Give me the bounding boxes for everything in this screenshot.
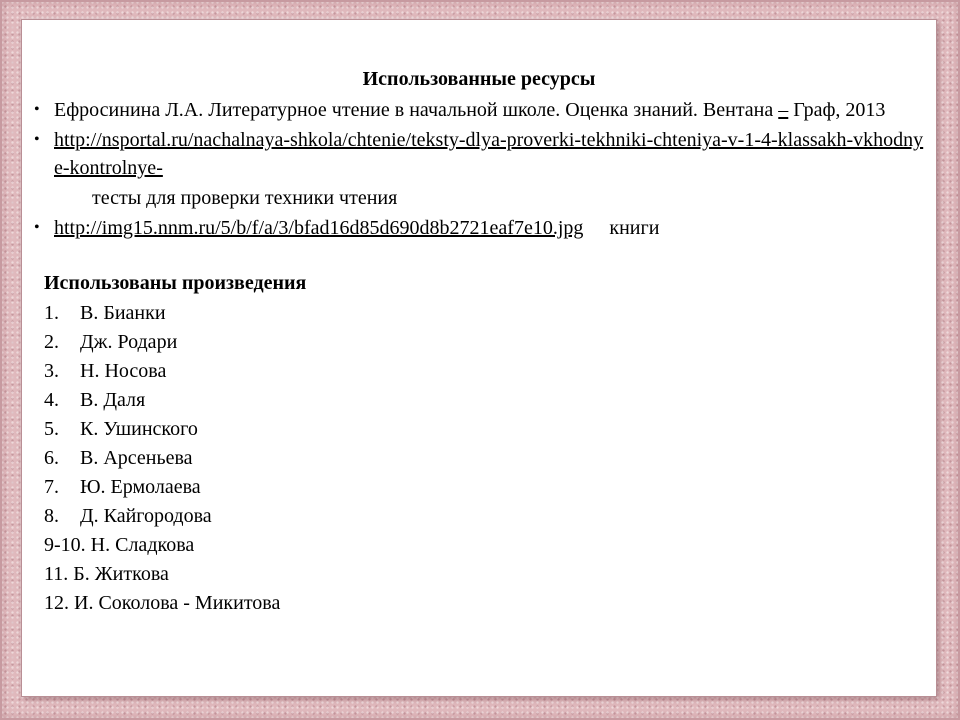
item-number: 9-10. [44,534,86,556]
item-number: 4. [44,389,59,411]
resource-item [22,126,936,182]
list-item [44,589,280,618]
item-number: 5. [44,418,59,440]
resource-dash-link[interactable]: – [778,99,789,121]
resources-list [22,96,936,242]
list-item [44,473,280,502]
resource-note: книги [609,217,660,239]
item-number: 7. [44,476,59,498]
item-name: Н. Носова [80,360,167,382]
item-name: В. Бианки [80,302,166,324]
resource-note: тесты для проверки техники чтения [92,187,398,209]
bullet-icon: • [34,219,40,236]
list-item [44,357,280,386]
item-number: 11. [44,563,69,585]
list-item [44,502,280,531]
item-name: Б. Житкова [73,563,169,585]
item-number: 8. [44,505,59,527]
item-number: 3. [44,360,59,382]
resource-item [22,214,936,242]
list-item [44,299,280,328]
list-item [44,531,280,560]
list-item [44,444,280,473]
item-number: 12. [44,592,69,614]
resource-link[interactable]: http://nsportal.ru/nachalnaya-shkola/chtenie/teksty-dlya-proverki-tekhniki-chteniya-v-1-4-klassakh-vkhodnye-kontrolnye- [54,129,924,179]
list-item [44,386,280,415]
item-name: И. Соколова - Микитова [74,592,281,614]
bullet-icon: • [34,101,40,118]
item-name: Н. Сладкова [90,534,195,556]
resource-text: Ефросинина Л.А. Литературное чтение в начальной школе. Оценка знаний. Вентана [54,99,779,121]
item-number: 2. [44,331,59,353]
works-list [44,299,280,618]
resource-link[interactable]: http://img15.nnm.ru/5/b/f/a/3/bfad16d85d690d8b2721eaf7e10.jpg [54,217,584,239]
slide [22,20,936,696]
slide-title: Использованные ресурсы [362,68,596,90]
item-number: 1. [44,302,59,324]
bullet-icon: • [34,131,40,148]
item-name: К. Ушинского [80,418,198,440]
item-name: Д. Кайгородова [80,505,212,527]
item-number: 6. [44,447,59,469]
item-name: Ю. Ермолаева [80,476,201,498]
list-item [44,560,280,589]
list-item [44,328,280,357]
resource-tail: Граф, 2013 [788,99,886,121]
item-name: В. Арсеньева [80,447,193,469]
item-name: Дж. Родари [80,331,178,353]
list-item [44,415,280,444]
item-name: В. Даля [80,389,146,411]
works-heading: Использованы произведения [44,272,307,294]
resource-item [22,96,936,124]
